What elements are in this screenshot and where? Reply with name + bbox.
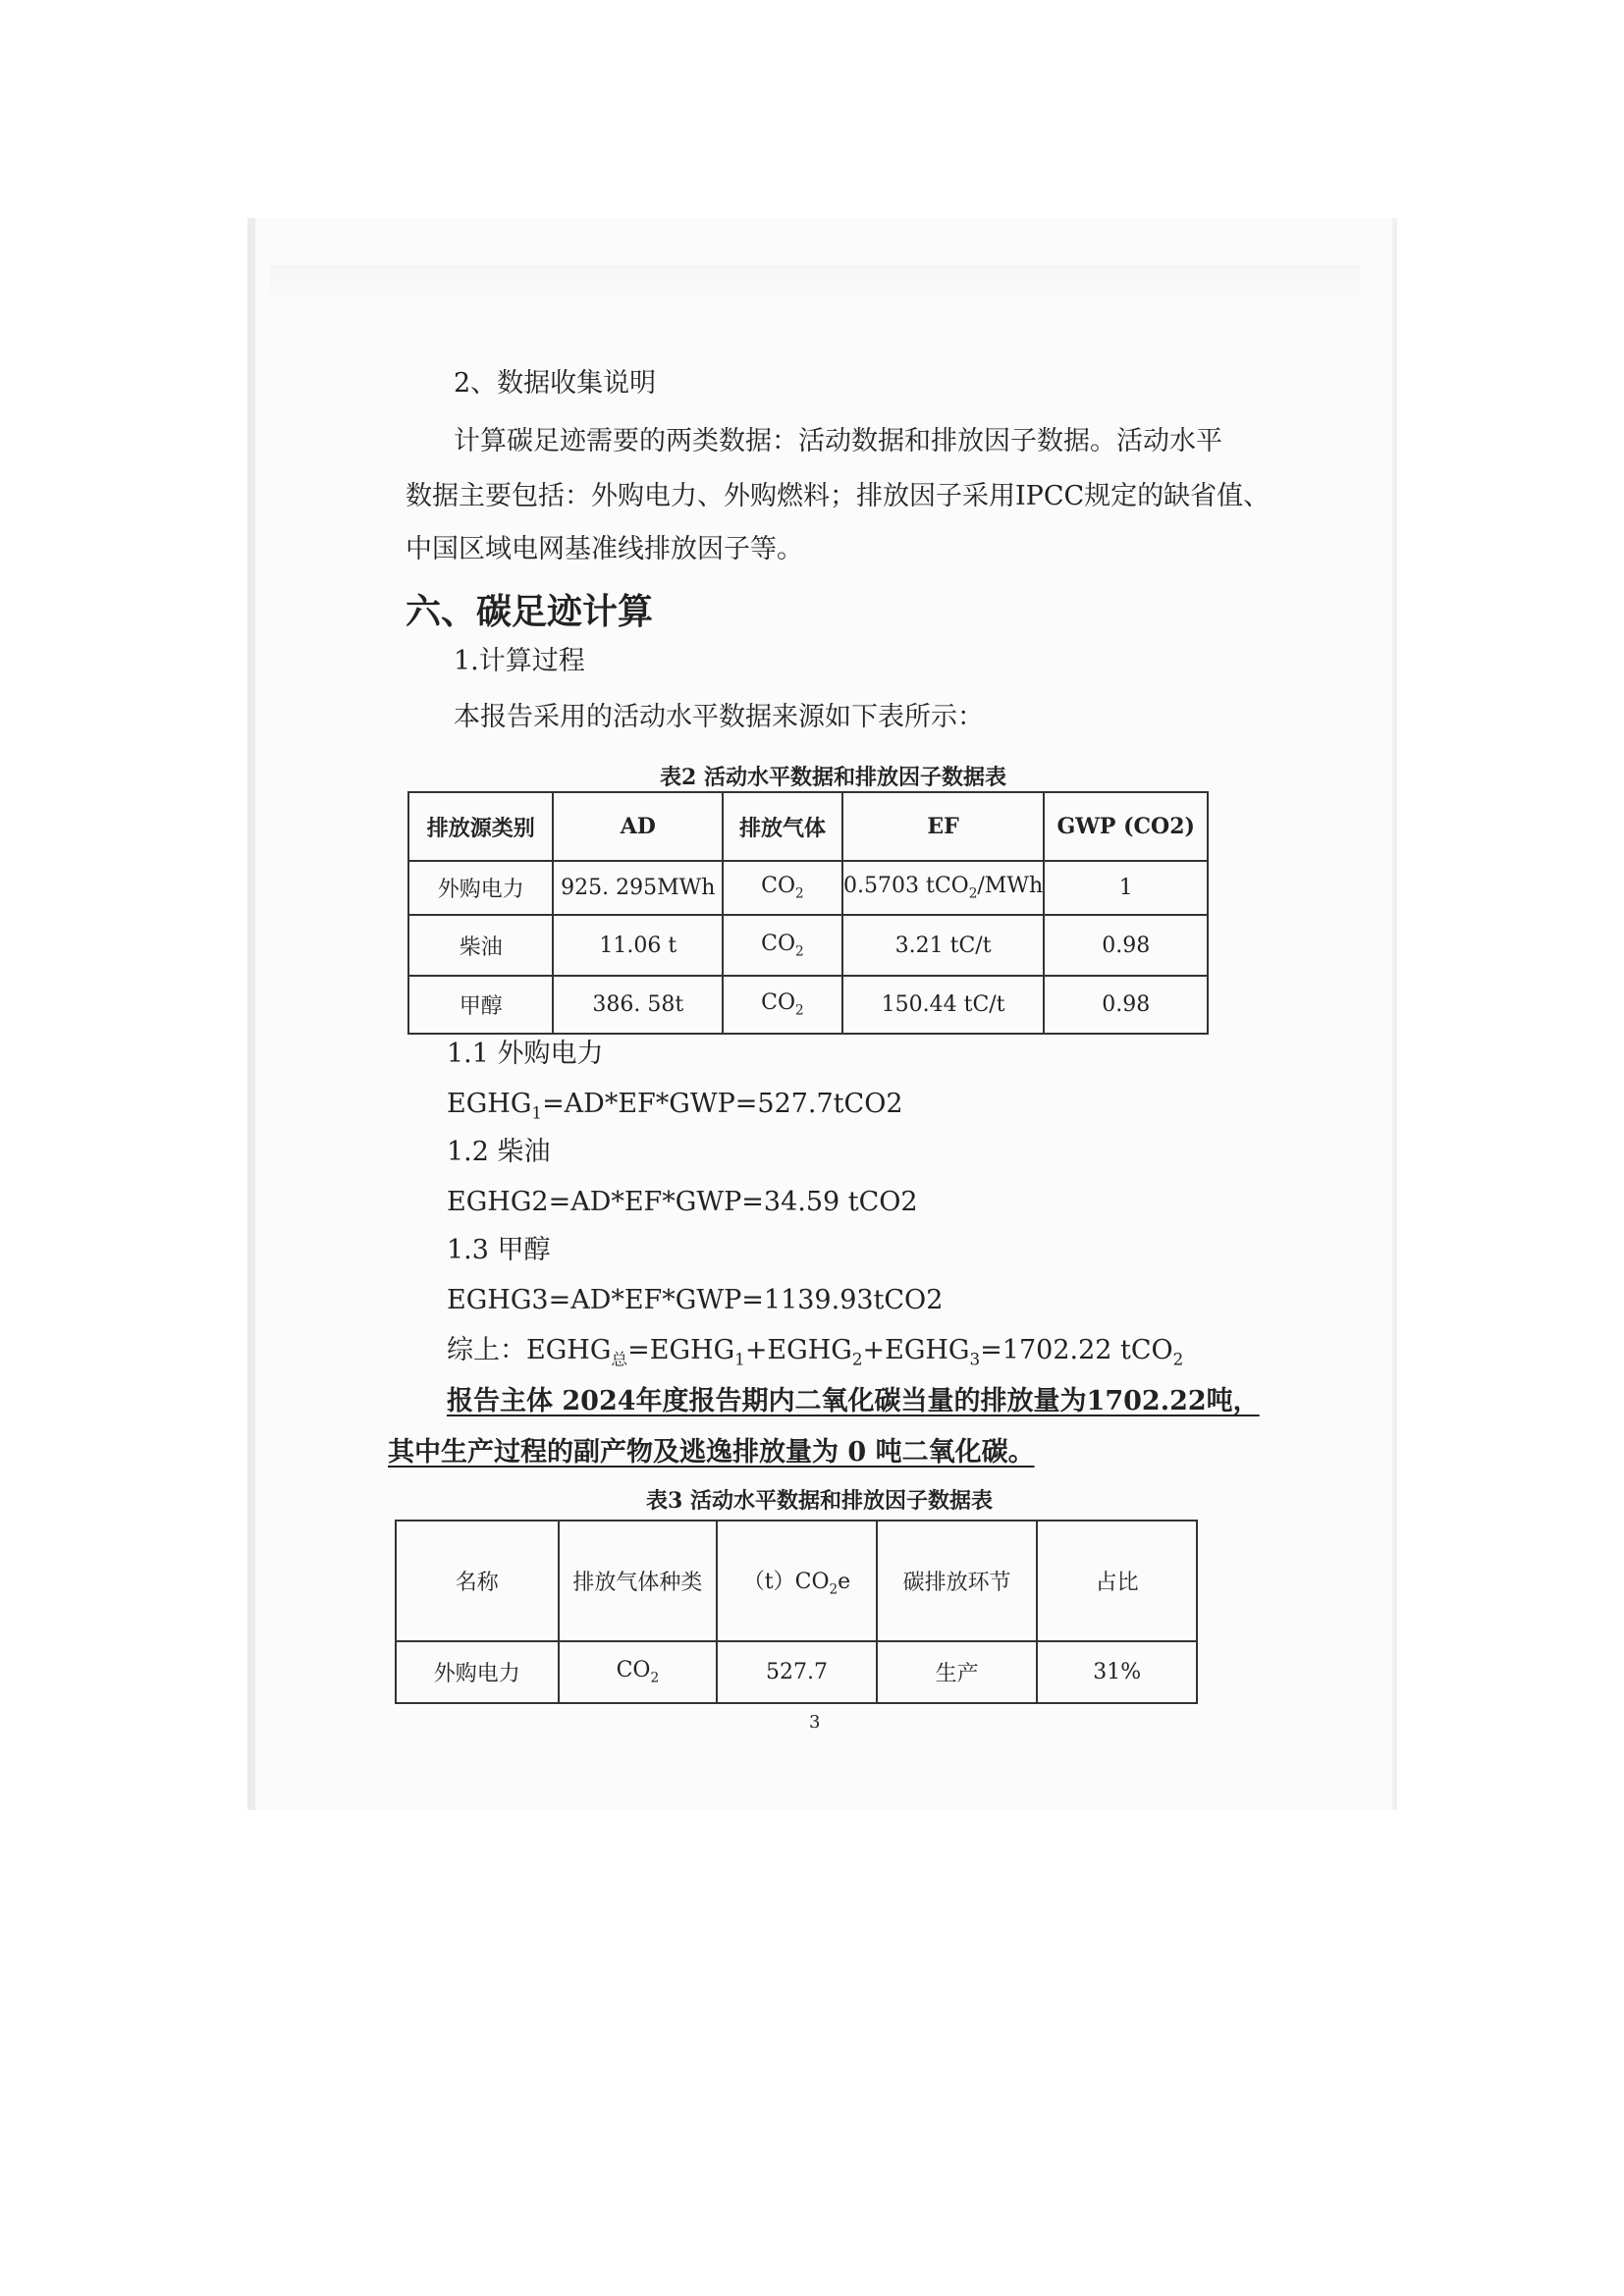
summary-value: =1702.22 tCO [980,1335,1173,1365]
table3-cell-value: 527.7 [717,1641,877,1703]
summary-co-subscript: 2 [1172,1349,1184,1369]
table2-cell-ad: 925. 295MWh [553,861,723,915]
table3-header-row [396,1521,1197,1641]
conclusion-line2: 其中生产过程的副产物及逃逸排放量为 0 吨二氧化碳。 [388,1437,1035,1468]
table3-header-name: 名称 [396,1521,559,1641]
calc-item2-formula: EGHG2=AD*EF*GWP=34.59 tCO2 [447,1187,918,1217]
table2-cell-gas [723,861,842,915]
co2e-subscript: 2 [829,1581,839,1598]
table2-header-row [408,792,1208,861]
table3-cell-stage: 生产 [877,1641,1038,1703]
table2-cell-ad: 386. 58t [553,976,723,1034]
conclusion-line1: 报告主体 2024年度报告期内二氧化碳当量的排放量为1702.22吨， [447,1386,1260,1416]
gas-subscript: 2 [795,943,804,960]
table3-cell-name: 外购电力 [396,1641,559,1703]
page-number: 3 [809,1712,821,1733]
table2-cell-ad: 11.06 t [553,915,723,976]
scan-artifact [270,265,1360,304]
ef-tail: /MWh [977,874,1044,899]
formula-subscript: 1 [531,1102,543,1123]
table2-header-ad: AD [553,792,723,861]
table2-cell-source: 柴油 [408,915,553,976]
summary-mid3: +EGHG [862,1335,970,1365]
gas-subscript: 2 [795,885,804,902]
gas-text: CO [761,990,796,1016]
summary-total-subscript: 总 [611,1349,628,1369]
table2-header-source: 排放源类别 [408,792,553,861]
table-row [408,915,1208,976]
summary-subscript3: 3 [969,1349,981,1369]
table2-cell-ef [842,861,1045,915]
co2e-text: （t）CO [742,1569,830,1594]
section-2-para-line3: 中国区域电网基准线排放因子等。 [406,534,803,564]
calc-item3-formula: EGHG3=AD*EF*GWP=1139.93tCO2 [447,1285,944,1315]
table3-header-stage: 碳排放环节 [877,1521,1038,1641]
summary-mid1: =EGHG [627,1335,735,1365]
table3-header-co2e [717,1521,877,1641]
gas-subscript: 2 [795,1002,804,1019]
table3-cell-share: 31% [1037,1641,1197,1703]
table2-header-ef: EF [842,792,1045,861]
section-6-intro: 本报告采用的活动水平数据来源如下表所示： [454,702,984,732]
summary-subscript1: 1 [734,1349,745,1369]
table2 [407,791,1209,1035]
table3-header-share: 占比 [1037,1521,1197,1641]
section-2-heading: 2、数据收集说明 [454,368,657,399]
summary-subscript2: 2 [851,1349,863,1369]
ef-subscript: 2 [968,885,978,902]
table2-cell-ef: 3.21 tC/t [842,915,1045,976]
table-row [396,1641,1197,1703]
table2-cell-gwp: 1 [1044,861,1208,915]
co2e-tail: e [838,1569,851,1594]
table2-cell-source: 甲醇 [408,976,553,1034]
table3-cell-gas [559,1641,718,1703]
table-row [408,861,1208,915]
section-6-sub-heading: 1.计算过程 [454,646,585,676]
table2-cell-source: 外购电力 [408,861,553,915]
calc-item3-title: 1.3 甲醇 [447,1235,551,1265]
table2-cell-gas [723,976,842,1034]
table3 [395,1520,1198,1704]
summary-prefix: 综上：EGHG [447,1335,612,1365]
formula-tail: =AD*EF*GWP=527.7tCO2 [542,1089,903,1119]
table2-header-gas: 排放气体 [723,792,842,861]
section-2-para-line1: 计算碳足迹需要的两类数据：活动数据和排放因子数据。活动水平 [454,426,1222,456]
section-6-heading: 六、碳足迹计算 [406,591,654,632]
calc-summary [447,1337,1183,1367]
section-2-para-line2: 数据主要包括：外购电力、外购燃料；排放因子采用IPCC规定的缺省值、 [406,481,1271,511]
summary-mid2: +EGHG [744,1335,852,1365]
gas-text: CO [761,931,796,956]
table3-header-gas-type: 排放气体种类 [559,1521,718,1641]
gas-text: CO [761,874,796,899]
gas-subscript: 2 [650,1670,660,1686]
table2-cell-gwp: 0.98 [1044,915,1208,976]
table2-cell-gwp: 0.98 [1044,976,1208,1034]
table2-header-gwp: GWP (CO2) [1044,792,1208,861]
calc-item2-title: 1.2 柴油 [447,1137,551,1167]
table2-caption: 表2 活动水平数据和排放因子数据表 [660,765,1006,790]
ef-text: 0.5703 tCO [843,874,969,899]
table3-caption: 表3 活动水平数据和排放因子数据表 [646,1488,993,1514]
calc-item1-title: 1.1 外购电力 [447,1039,604,1069]
formula-text: EGHG [447,1089,532,1119]
table2-cell-gas [723,915,842,976]
table2-cell-ef: 150.44 tC/t [842,976,1045,1034]
table-row [408,976,1208,1034]
calc-item1-formula [447,1091,903,1121]
gas-text: CO [616,1658,651,1683]
